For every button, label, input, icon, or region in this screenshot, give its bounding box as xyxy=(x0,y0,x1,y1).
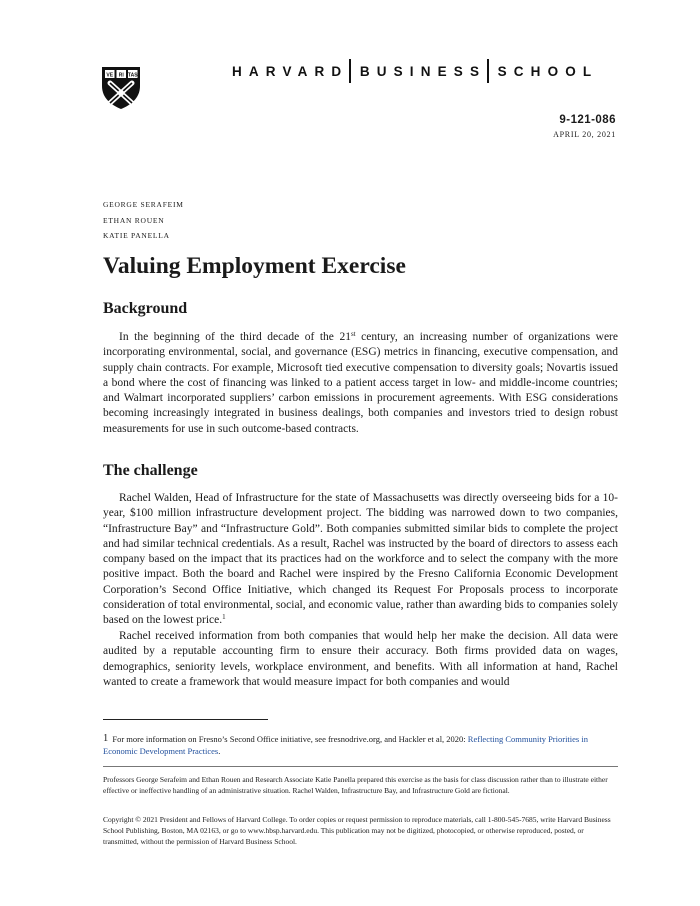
footnote-number: 1 xyxy=(103,733,109,744)
disclaimer-text: Professors George Serafeim and Ethan Rouen and Research Associate Katie Panella prepared this exercise as the basis for class discussion rather than to illustrate either effective or ineffective handling of an administrative situation. Rachel Walden, Infrastructure Bay, and Infrastructure Gold are fictional. xyxy=(103,775,608,795)
wordmark-school: SCHOOL xyxy=(497,63,599,79)
svg-text:VE: VE xyxy=(106,72,114,79)
fineprint-divider xyxy=(103,766,618,767)
footnote-end: . xyxy=(218,746,221,756)
paragraph-text: century, an increasing number of organizations were incorporating environmental, social, and governance (ESG) metrics in financing, executive compensation, and supply chain contracts. For example, Microsoft tied executive compensation to diversity goals; Novartis issued a bond where the cost of financing was linked to a patient access target in low- and middle-income countries; and Walmart incorporated suppliers’ carbon emissions in procurement agreements. With ESG considerations becoming increasingly integrated in business dealings, both companies and investors tried to design robust measurements for use in such outcome-based contracts. xyxy=(103,331,618,435)
wordmark-harvard: HARVARD xyxy=(232,63,349,79)
paragraph-text: In the beginning of the third decade of the 21 xyxy=(119,331,351,343)
svg-text:RI: RI xyxy=(118,72,124,79)
copyright-text: Copyright © 2021 President and Fellows of Harvard College. To order copies or request permission to reproduce materials, call 1-800-545-7685, write Harvard Business School Publishing, Boston, MA 02163, or go to www.hbsp.harvard.edu. This publication may not be digitized, photocopied, or otherwise reproduced, posted, or transmitted, without the permission of Harvard Business School. xyxy=(103,815,611,846)
document-date: APRIL 20, 2021 xyxy=(553,130,616,139)
footnote-reference[interactable]: 1 xyxy=(222,613,226,622)
wordmark-divider xyxy=(487,59,489,83)
author-name: KATIE PANELLA xyxy=(103,231,170,240)
author-name: GEORGE SERAFEIM xyxy=(103,200,184,209)
author-list xyxy=(103,197,184,244)
paragraph-text: Rachel Walden, Head of Infrastructure for the state of Massachusetts was directly overseeing bids for a 10-year, $100 million infrastructure development project. The bidding was narrowed down to two companies, “Infrastructure Bay” and “Infrastructure Gold”. Both companies submitted similar bids to complete the project and had similar technical credentials. As a result, Rachel was instructed by the board of directors to assess each company based on the impact that its practices had on the workforce and to select the company with the more positive impact. Both the board and Rachel were inspired by the Fresno California Economic Development Corporation’s Second Office Initiative, which changed its Request For Proposals process to incorporate consideration of total environmental, social, and economic value, rather than awarding bids to companies solely based on the lowest price. xyxy=(103,492,618,627)
footnote-separator xyxy=(103,719,268,720)
footnote-link[interactable]: Reflecting Community Priorities in Economic Development Practices xyxy=(103,734,588,756)
wordmark-business: BUSINESS xyxy=(359,63,487,79)
section-heading-challenge: The challenge xyxy=(103,462,198,479)
document-title: Valuing Employment Exercise xyxy=(103,253,406,279)
section-heading-background: Background xyxy=(103,300,188,317)
document-number: 9-121-086 xyxy=(559,114,616,126)
challenge-paragraph-2: Rachel received information from both companies that would help her make the decision. All data were audited by a reputable accounting firm to ensure their accuracy. Both firms provided data on wages, demographics, seniority levels, workplace environment, and benefits. With all information at hand, Rachel wanted to create a framework that would measure impact for both companies and would xyxy=(103,630,618,688)
footnote xyxy=(103,733,618,757)
background-paragraph xyxy=(103,330,618,437)
svg-text:TAS: TAS xyxy=(127,72,138,79)
harvard-business-school-wordmark xyxy=(232,59,622,83)
harvard-veritas-shield-icon xyxy=(101,66,141,110)
footnote-text: For more information on Fresno’s Second Office initiative, see fresnodrive.org, and Hackler et al, 2020: xyxy=(110,734,468,744)
wordmark-divider xyxy=(349,59,351,83)
author-name: ETHAN ROUEN xyxy=(103,215,165,225)
challenge-paragraph-1 xyxy=(103,491,618,629)
ordinal-superscript: st xyxy=(350,330,356,338)
